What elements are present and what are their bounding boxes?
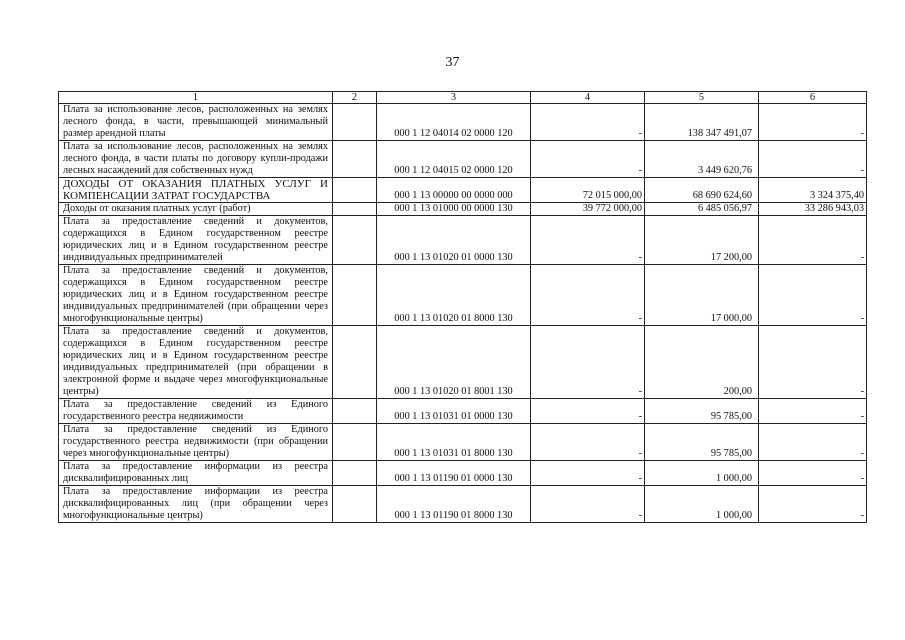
row-name-cell: ДОХОДЫ ОТ ОКАЗАНИЯ ПЛАТНЫХ УСЛУГ И КОМПЕНСАЦИИ ЗАТРАТ ГОСУДАРСТВА [59,178,333,203]
row-code-cell: 000 1 13 01000 00 0000 130 [377,203,531,216]
table-row [59,424,867,461]
row-col4-cell: - [531,265,645,326]
column-header-3: 3 [377,92,531,104]
row-name-cell: Доходы от оказания платных услуг (работ) [59,203,333,216]
table-row [59,399,867,424]
row-col6-cell: 33 286 943,03 [759,203,867,216]
row-name-cell: Плата за использование лесов, расположенных на землях лесного фонда, в части, превышающей минимальный размер арендной платы [59,104,333,141]
table-row [59,326,867,399]
row-col2-cell [333,265,377,326]
table-row [59,104,867,141]
row-col5-cell: 1 000,00 [645,486,759,523]
column-header-6: 6 [759,92,867,104]
row-code-cell: 000 1 13 01020 01 8001 130 [377,326,531,399]
row-name-cell: Плата за использование лесов, расположенных на землях лесного фонда, в части платы по договору купли-продажи лесных насаждений для собственных нужд [59,141,333,178]
table-row [59,203,867,216]
row-col6-cell: - [759,141,867,178]
row-col5-cell: 68 690 624,60 [645,178,759,203]
row-name-cell: Плата за предоставление сведений из Единого государственного реестра недвижимости (при обращении через многофункциональные центры) [59,424,333,461]
row-col6-cell: - [759,326,867,399]
row-col4-cell: - [531,399,645,424]
row-code-cell: 000 1 12 04014 02 0000 120 [377,104,531,141]
row-col6-cell: - [759,486,867,523]
table-row [59,216,867,265]
page-number: 37 [445,55,460,70]
row-col4-cell: - [531,141,645,178]
row-col5-cell: 6 485 056,97 [645,203,759,216]
row-col2-cell [333,216,377,265]
row-name-cell: Плата за предоставление информации из реестра дисквалифицированных лиц [59,461,333,486]
row-col5-cell: 3 449 620,76 [645,141,759,178]
row-code-cell: 000 1 12 04015 02 0000 120 [377,141,531,178]
row-col4-cell: - [531,216,645,265]
budget-table [58,91,867,523]
table-row [59,265,867,326]
row-code-cell: 000 1 13 01190 01 8000 130 [377,486,531,523]
row-col5-cell: 95 785,00 [645,399,759,424]
row-col6-cell: - [759,265,867,326]
table-row [59,486,867,523]
row-code-cell: 000 1 13 00000 00 0000 000 [377,178,531,203]
row-name-cell: Плата за предоставление сведений и документов, содержащихся в Едином государственном реестре юридических лиц и в Едином государственном реестре индивидуальных предпринимателей [59,216,333,265]
row-col4-cell: 39 772 000,00 [531,203,645,216]
row-col6-cell: - [759,461,867,486]
row-col5-cell: 200,00 [645,326,759,399]
row-col4-cell: - [531,486,645,523]
row-code-cell: 000 1 13 01031 01 0000 130 [377,399,531,424]
row-col2-cell [333,104,377,141]
row-col2-cell [333,424,377,461]
row-code-cell: 000 1 13 01031 01 8000 130 [377,424,531,461]
column-header-2: 2 [333,92,377,104]
row-code-cell: 000 1 13 01020 01 0000 130 [377,216,531,265]
table-row [59,141,867,178]
row-col4-cell: - [531,326,645,399]
column-header-1: 1 [59,92,333,104]
row-col2-cell [333,399,377,424]
row-col5-cell: 138 347 491,07 [645,104,759,141]
row-col6-cell: - [759,424,867,461]
row-col6-cell: - [759,104,867,141]
row-code-cell: 000 1 13 01020 01 8000 130 [377,265,531,326]
row-col5-cell: 1 000,00 [645,461,759,486]
row-code-cell: 000 1 13 01190 01 0000 130 [377,461,531,486]
row-col2-cell [333,141,377,178]
row-col2-cell [333,326,377,399]
row-name-cell: Плата за предоставление сведений и документов, содержащихся в Едином государственном реестре юридических лиц и в Едином государственном реестре индивидуальных предпринимателей (при обращении в электронной форме и выдаче через многофункциональные центры) [59,326,333,399]
row-col6-cell: 3 324 375,40 [759,178,867,203]
row-name-cell: Плата за предоставление сведений и документов, содержащихся в Едином государственном реестре юридических лиц и в Едином государственном реестре индивидуальных предпринимателей (при обращении через многофункциональные центры) [59,265,333,326]
row-col5-cell: 95 785,00 [645,424,759,461]
row-col4-cell: - [531,424,645,461]
row-col2-cell [333,486,377,523]
row-col2-cell [333,203,377,216]
column-header-5: 5 [645,92,759,104]
row-name-cell: Плата за предоставление информации из реестра дисквалифицированных лиц (при обращении через многофункциональные центры) [59,486,333,523]
row-col4-cell: 72 015 000,00 [531,178,645,203]
table-header-row [59,92,867,104]
row-col2-cell [333,461,377,486]
row-col4-cell: - [531,461,645,486]
table-row [59,178,867,203]
table-row [59,461,867,486]
column-header-4: 4 [531,92,645,104]
row-col6-cell: - [759,399,867,424]
row-col6-cell: - [759,216,867,265]
row-col4-cell: - [531,104,645,141]
row-col5-cell: 17 200,00 [645,216,759,265]
row-name-cell: Плата за предоставление сведений из Единого государственного реестра недвижимости [59,399,333,424]
row-col2-cell [333,178,377,203]
row-col5-cell: 17 000,00 [645,265,759,326]
